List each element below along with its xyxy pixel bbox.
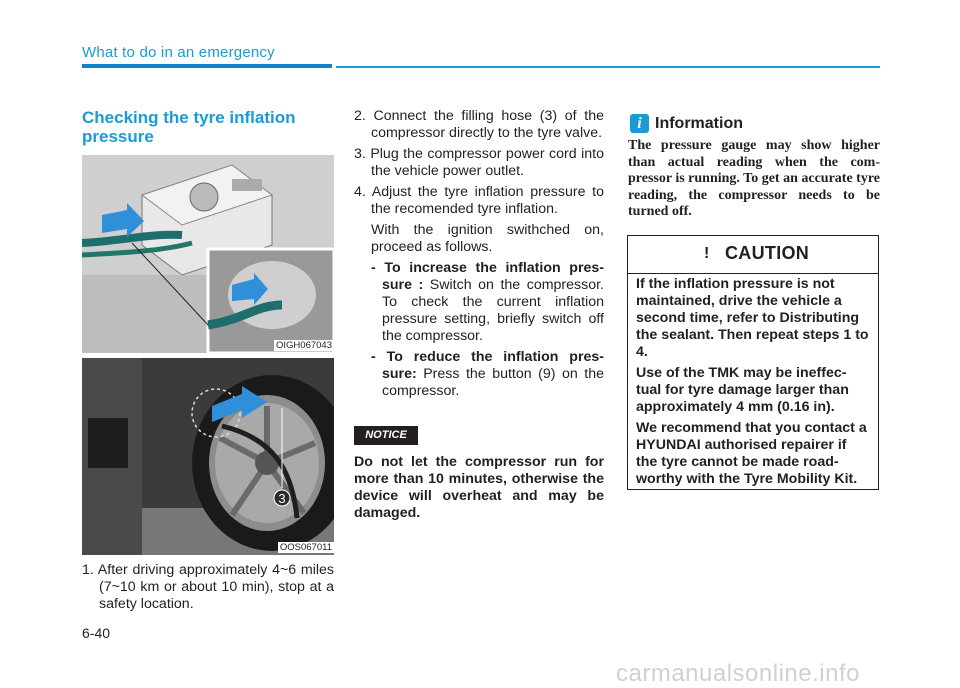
caution-paragraph-2: Use of the TMK may be ineffec- tual for tyre damage larger than approximately 4 mm (0.16 in).: [636, 365, 849, 415]
information-text: The pressure gauge may show higher than actual reading when the com- pressor is running. To get an accurate tyre reading, the compressor needs to be turned off.: [628, 138, 881, 219]
information-title: Information: [655, 115, 743, 132]
section-title-line2: pressure: [82, 127, 154, 146]
step-1: [82, 562, 334, 617]
step-3: [354, 146, 604, 180]
section-header: What to do in an emergency: [82, 44, 275, 61]
figure-compressor: [82, 155, 334, 353]
step-number: 1.: [82, 562, 94, 578]
step-text: Adjust the tyre inflation pressure to the recomended tyre inflation.: [371, 184, 604, 217]
figure-tyre: [82, 358, 334, 555]
notice-badge: NOTICE: [354, 426, 418, 445]
left-column: [82, 108, 334, 146]
header-rule: [336, 66, 880, 68]
figure-caption: OIGH067043: [276, 340, 332, 351]
header-bar: [82, 64, 332, 68]
bullet-increase: [354, 260, 604, 345]
caution-box: [627, 235, 879, 490]
section-title-line1: Checking the tyre inflation: [82, 108, 296, 127]
tyre-illustration: [82, 358, 334, 555]
step-2: [354, 108, 604, 142]
caution-header: [628, 236, 878, 274]
caution-title: CAUTION: [725, 243, 810, 263]
step-4-sub: With the ignition swithched on, proceed as follows.: [371, 222, 604, 255]
step-number: 4.: [354, 184, 366, 200]
bullet-reduce: [354, 349, 604, 400]
info-icon: i: [630, 114, 649, 133]
callout-3: 3: [278, 491, 286, 506]
step-1-paragraph: [82, 562, 334, 613]
bullet-label: - To reduce the inflation pres- sure:: [371, 349, 604, 382]
bullet-label: - To increase the inflation pres- sure :: [371, 260, 604, 293]
step-text: Plug the compressor power cord into the vehicle power outlet.: [370, 146, 604, 179]
caution-paragraph-1: If the inflation pressure is not maintained, drive the vehicle a second time, refer to Distributing the sealant. Then repeat steps 1 to 4.: [636, 276, 869, 360]
middle-column: [354, 108, 604, 404]
step-number: 3.: [354, 146, 366, 162]
caution-body: [636, 276, 870, 492]
page-number: 6-40: [82, 625, 111, 641]
watermark: carmanualsonline.info: [616, 660, 860, 687]
section-title: [82, 108, 334, 146]
step-number: 2.: [354, 108, 366, 124]
notice-text: Do not let the compressor run for more than 10 minutes, otherwise the device will overheat and may be damaged.: [354, 454, 604, 521]
figure-caption: OOS067011: [279, 542, 332, 553]
bullet-text: Press the button (9) on the compressor.: [382, 366, 604, 399]
caution-paragraph-3: We recommend that you contact a HYUNDAI authorised repairer if the tyre cannot be made road- worthy with the Tyre Mobility Kit.: [636, 420, 867, 487]
step-4: [354, 184, 604, 218]
compressor-illustration: [82, 155, 334, 353]
bullet-text: Switch on the compressor. To check the current inflation pressure setting, briefly switch off the compressor.: [382, 277, 604, 344]
warning-icon: !: [704, 245, 710, 262]
step-text: Connect the filling hose (3) of the compressor directly to the tyre valve.: [371, 108, 604, 141]
step-text: After driving approximately 4~6 miles (7~10 km or about 10 min), stop at a safety location.: [97, 562, 334, 612]
